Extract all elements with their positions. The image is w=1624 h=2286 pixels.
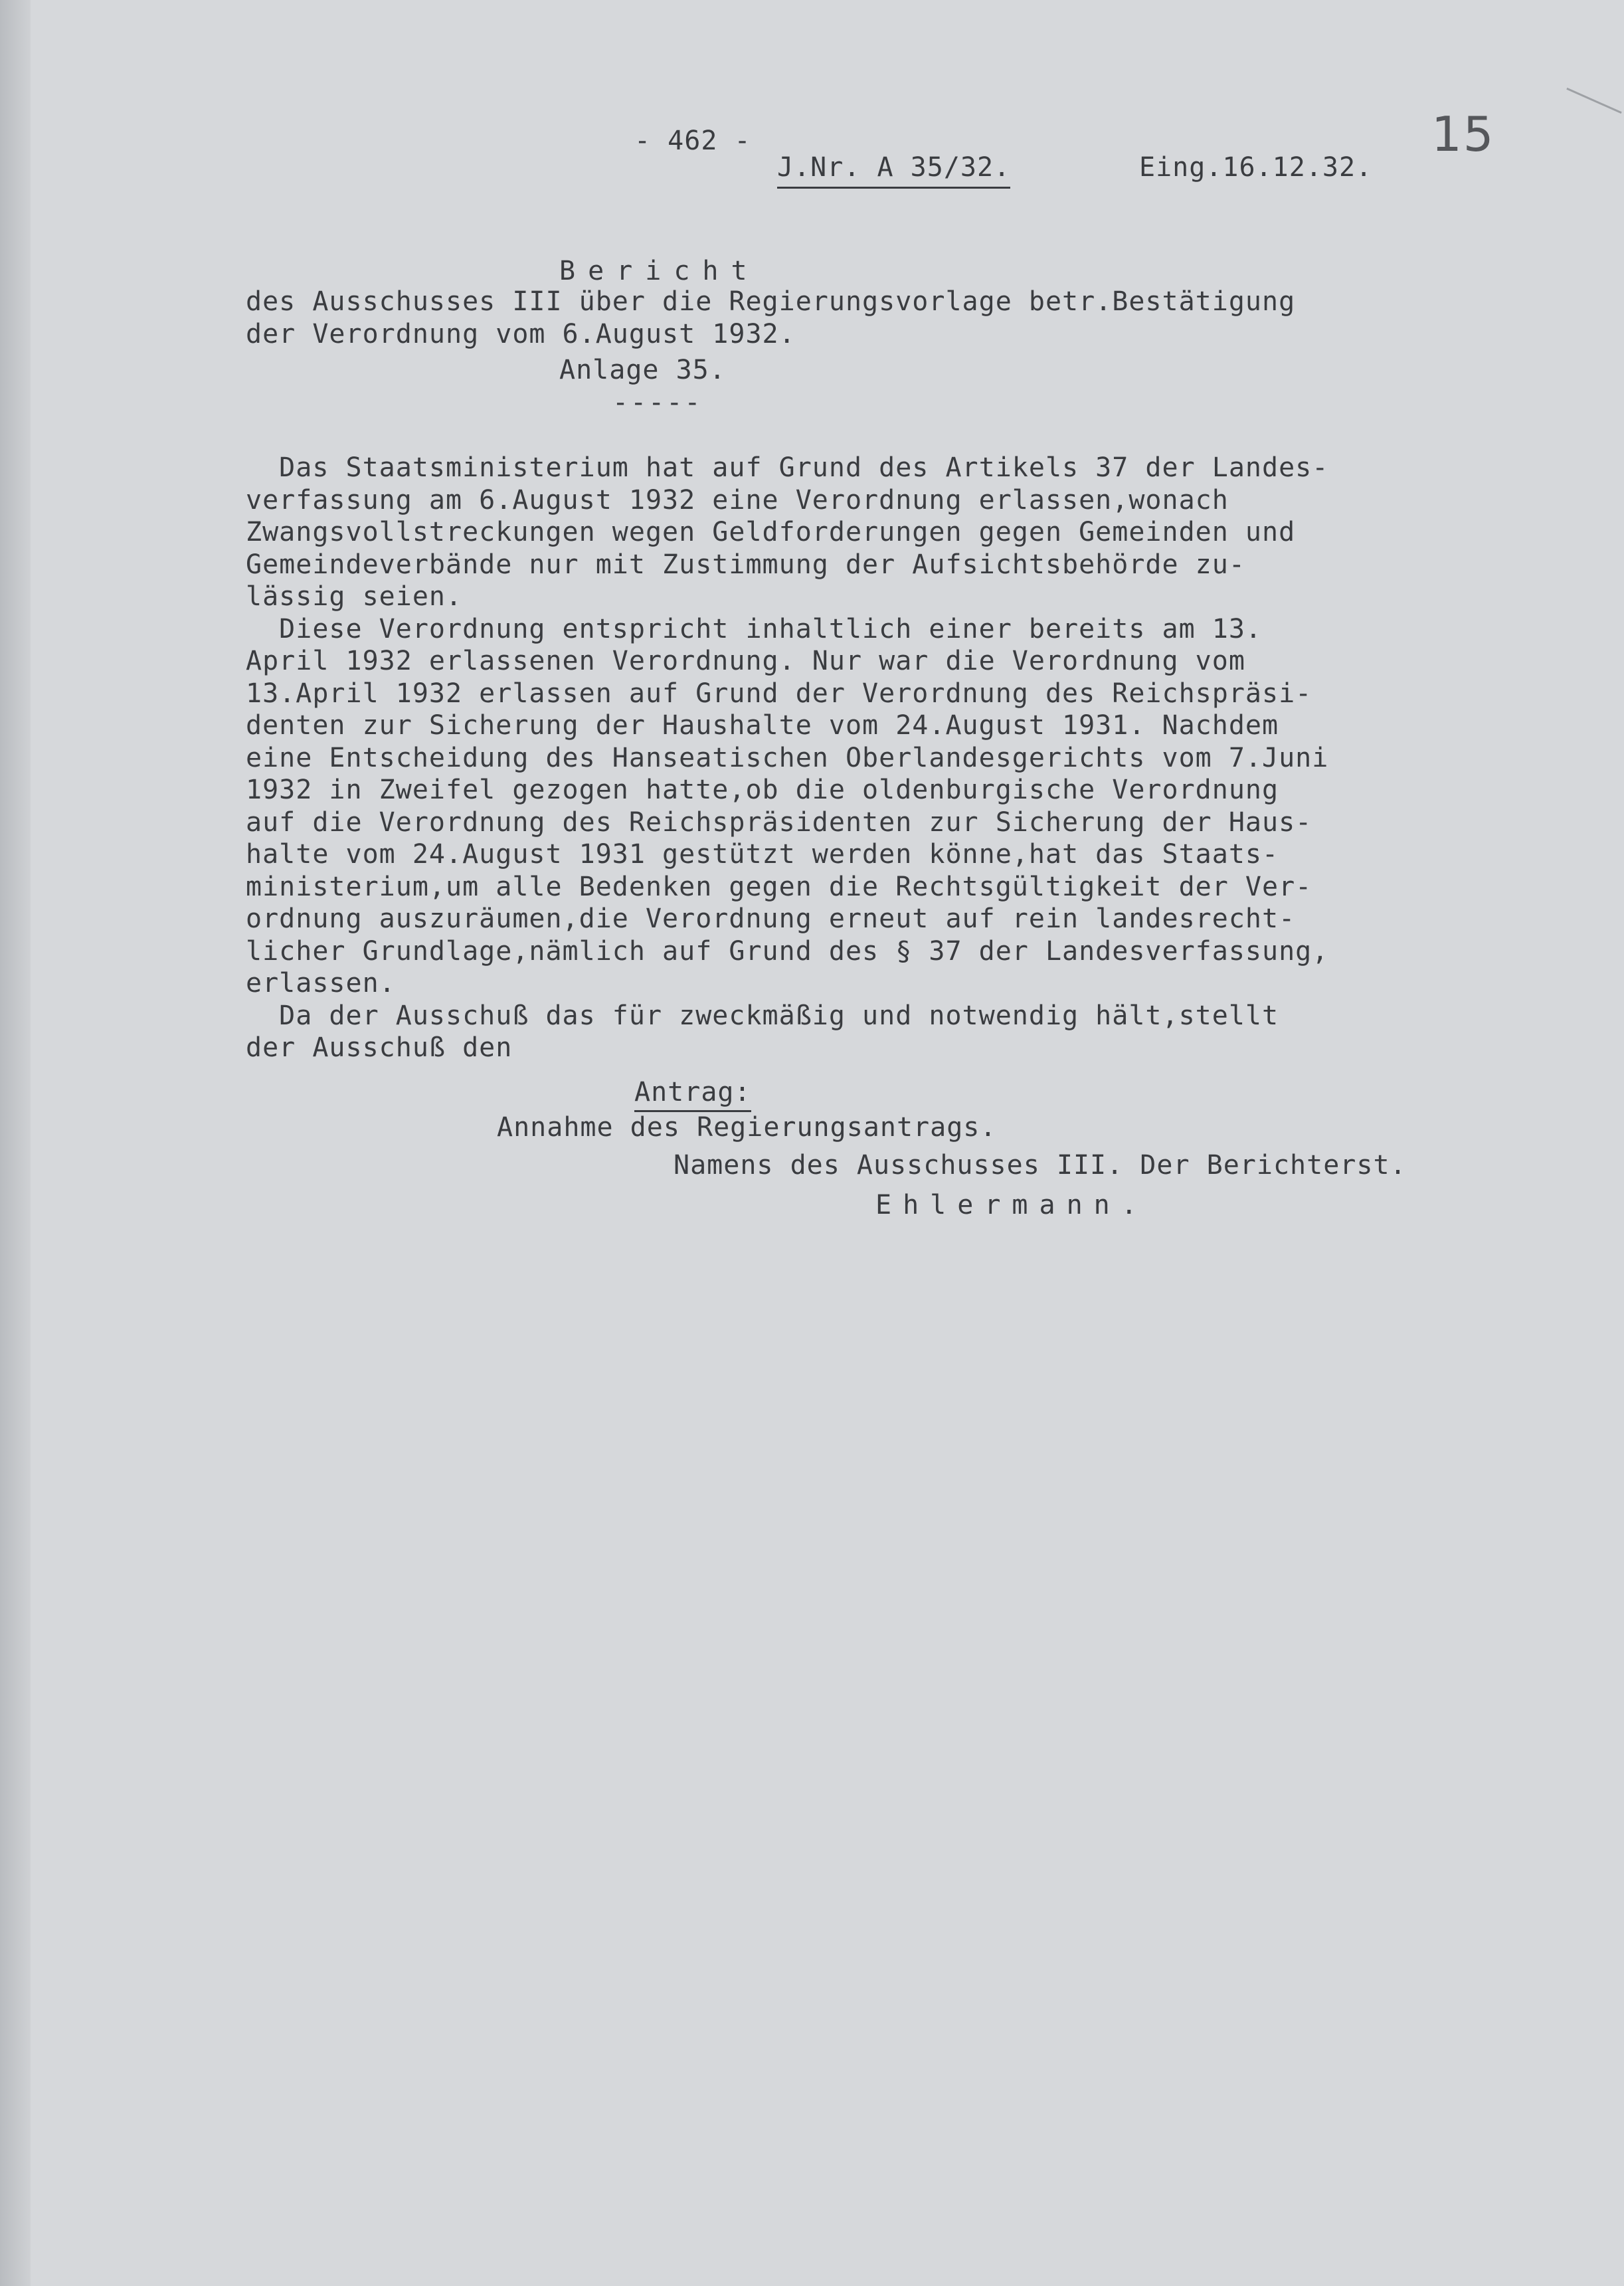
body-line: Da der Ausschuß das für zweckmäßig und notwendig hält,stellt: [246, 1000, 1279, 1031]
folio-number: 15: [1431, 106, 1495, 162]
body-line: Gemeindeverbände nur mit Zustimmung der Aufsichtsbehörde zu-: [246, 549, 1245, 580]
body-line: lässig seien.: [246, 581, 463, 612]
body-line: ministerium,um alle Bedenken gegen die Rechtsgültigkeit der Ver-: [246, 871, 1312, 902]
body-line: Das Staatsministerium hat auf Grund des Artikels 37 der Landes-: [246, 452, 1329, 483]
signatory-name: Ehlermann.: [875, 1190, 1148, 1220]
report-body: [246, 452, 1328, 1064]
report-subtitle-line-2: der Verordnung vom 6.August 1932.: [246, 319, 796, 349]
annex-label: Anlage 35.: [559, 355, 726, 385]
body-line: Zwangsvollstreckungen wegen Geldforderungen gegen Gemeinden und: [246, 517, 1296, 547]
motion-label: Antrag:: [634, 1076, 751, 1112]
body-line: denten zur Sicherung der Haushalte vom 24.August 1931. Nachdem: [246, 710, 1279, 741]
body-line: erlassen.: [246, 968, 396, 999]
body-line: 13.April 1932 erlassen auf Grund der Verordnung des Reichspräsi-: [246, 678, 1312, 709]
body-line: verfassung am 6.August 1932 eine Verordnung erlassen,wonach: [246, 484, 1229, 516]
body-line: licher Grundlage,nämlich auf Grund des § 37 der Landesverfassung,: [246, 935, 1329, 967]
body-line: Diese Verordnung entspricht inhaltlich einer bereits am 13.: [246, 613, 1263, 644]
body-line: halte vom 24.August 1931 gestützt werden könne,hat das Staats-: [246, 839, 1279, 870]
body-line: auf die Verordnung des Reichspräsidenten zur Sicherung der Haus-: [246, 807, 1312, 838]
body-line: der Ausschuß den: [246, 1032, 513, 1063]
motion-text: Annahme des Regierungsantrags.: [497, 1112, 997, 1143]
heading-divider: -----: [612, 387, 703, 418]
received-date: Eing.16.12.32.: [1139, 152, 1373, 183]
journal-number: J.Nr. A 35/32.: [777, 151, 1010, 189]
paper-crease: [1566, 88, 1621, 114]
body-line: ordnung auszuräumen,die Verordnung erneut auf rein landesrecht-: [246, 904, 1296, 934]
body-line: April 1932 erlassenen Verordnung. Nur war die Verordnung vom: [246, 646, 1245, 676]
page-edge-shadow: [0, 0, 31, 2286]
report-title: Bericht: [559, 256, 760, 286]
report-subtitle-line-1: des Ausschusses III über die Regierungsvorlage betr.Bestätigung: [246, 286, 1296, 317]
page-number: - 462 -: [634, 126, 751, 156]
signature-line: Namens des Ausschusses III. Der Berichterst.: [674, 1150, 1407, 1181]
body-line: 1932 in Zweifel gezogen hatte,ob die oldenburgische Verordnung: [246, 775, 1279, 805]
body-line: eine Entscheidung des Hanseatischen Oberlandesgerichts vom 7.Juni: [246, 742, 1329, 773]
